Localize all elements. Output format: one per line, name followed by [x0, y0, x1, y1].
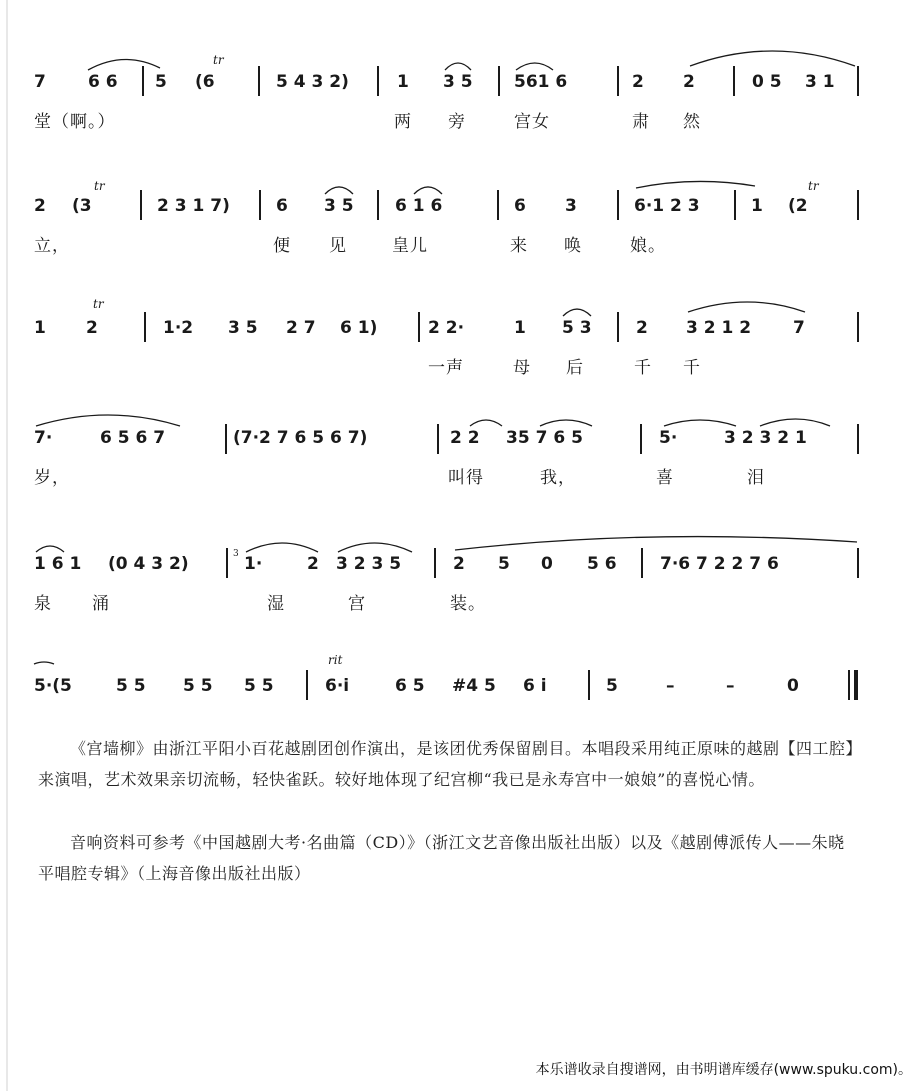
note-group: 6 1 6: [395, 196, 443, 216]
note-group: 35 7 6 5: [506, 428, 583, 448]
note-group: 5 5: [116, 676, 146, 696]
lyric-word: 千: [634, 358, 652, 378]
note-group: 1·: [244, 554, 263, 574]
note-group: 2: [86, 318, 98, 338]
bar-line: [617, 66, 619, 96]
lyric-word: 宫: [348, 594, 366, 614]
bar-line: [434, 548, 436, 578]
note-group: 6 1): [340, 318, 378, 338]
note-group: 3 2 1 2: [686, 318, 752, 338]
note-group: 0: [541, 554, 553, 574]
note-group: 7·6 7 2 2 7 6: [660, 554, 779, 574]
bar-line: [377, 190, 379, 220]
lyric-word: 泉: [34, 594, 52, 614]
note-group: 3 1: [805, 72, 835, 92]
note-group: 1: [751, 196, 763, 216]
bar-line: [437, 424, 439, 454]
bar-line: [617, 190, 619, 220]
note-group: 6 5: [395, 676, 425, 696]
lyric-line: [0, 358, 924, 388]
time-signature-mark: 3: [233, 549, 239, 559]
bar-line: [225, 424, 227, 454]
bar-line: [857, 66, 859, 96]
note-group: 3: [565, 196, 577, 216]
note-group: 6: [276, 196, 288, 216]
note-group: #4 5: [452, 676, 496, 696]
note-group: 5 5: [244, 676, 274, 696]
lyric-word: 我，: [540, 468, 576, 488]
notation-line: [0, 653, 924, 698]
note-group: 5 4 3 2): [276, 72, 349, 92]
bar-line: [588, 670, 590, 700]
notation-line: [0, 53, 924, 92]
lyric-word: 立，: [34, 236, 70, 256]
note-group: 1: [34, 318, 46, 338]
bar-line: [733, 66, 735, 96]
lyric-word: 岁，: [34, 468, 70, 488]
note-group: (7·2 7 6 5 6 7): [233, 428, 368, 448]
trill-mark: tr: [94, 179, 105, 193]
bar-line: [734, 190, 736, 220]
note-group: 3 5: [228, 318, 258, 338]
note-group: 2: [683, 72, 695, 92]
note-group: 3 2 3 2 1: [724, 428, 807, 448]
note-group: 6·1 2 3: [634, 196, 700, 216]
lyric-line: [0, 112, 924, 142]
note-group: 6 5 6 7: [100, 428, 166, 448]
note-group: 0: [787, 676, 799, 696]
note-group: 1·2: [163, 318, 194, 338]
lyric-word: 娘。: [630, 236, 666, 256]
note-group: 2 7: [286, 318, 316, 338]
trill-mark: tr: [213, 53, 224, 67]
lyric-word: 装。: [450, 594, 486, 614]
bar-line: [142, 66, 144, 96]
note-group: 6·i: [325, 676, 350, 696]
lyric-word: 后: [566, 358, 584, 378]
lyric-word: 堂（啊。）: [34, 112, 116, 132]
bar-line: [226, 548, 228, 578]
note-group: 3 5: [443, 72, 473, 92]
note-group: 7·: [34, 428, 53, 448]
note-group: (3: [72, 196, 92, 216]
reference-paragraph: 音响资料可参考《中国越剧大考·名曲篇（CD）》（浙江文艺音像出版社出版）以及《越剧傅派传人——朱晓平唱腔专辑》（上海音像出版社出版）: [38, 833, 845, 883]
bar-line: [640, 424, 642, 454]
note-group: 5·: [659, 428, 678, 448]
notation-line: [0, 546, 924, 576]
note-group: 3 2 3 5: [336, 554, 402, 574]
lyric-word: 涌: [92, 594, 110, 614]
lyric-word: 皇儿: [392, 236, 428, 256]
note-group: (2: [788, 196, 808, 216]
lyric-word: 宫女: [514, 112, 550, 132]
note-group: 2: [632, 72, 644, 92]
note-group: 6: [514, 196, 526, 216]
lyric-word: 一声: [428, 358, 464, 378]
bar-line: [258, 66, 260, 96]
lyric-word: 唤: [564, 236, 582, 256]
lyric-word: 见: [329, 236, 347, 256]
ritardando-mark: rit: [328, 653, 343, 667]
description-paragraph: 《宫墙柳》由浙江平阳小百花越剧团创作演出，是该团优秀保留剧目。本唱段采用纯正原味的越剧【四工腔】来演唱，艺术效果亲切流畅，轻快雀跃。较好地体现了纪宫柳“我已是永寿宫中一娘娘”的喜悦心情。: [38, 739, 855, 789]
lyric-line: [0, 468, 924, 498]
note-group: 1 6 1: [34, 554, 82, 574]
source-footer: 本乐谱收录自搜谱网，由书明谱库缓存(www.spuku.com)。: [535, 1062, 912, 1078]
lyric-word: 泪: [747, 468, 765, 488]
note-group: 5 5: [183, 676, 213, 696]
note-group: 5: [606, 676, 618, 696]
lyric-word: 母: [513, 358, 531, 378]
bar-line: [418, 312, 420, 342]
notation-line: [0, 424, 924, 454]
lyric-word: 叫得: [448, 468, 484, 488]
final-bar-line-thick: [854, 670, 858, 700]
bar-line: [857, 424, 859, 454]
note-group: 2 2·: [428, 318, 465, 338]
note-group: 1: [397, 72, 409, 92]
bar-line: [857, 312, 859, 342]
lyric-word: 两: [394, 112, 412, 132]
lyric-line: [0, 236, 924, 266]
lyric-word: 湿: [267, 594, 285, 614]
note-group: 5·(5: [34, 676, 72, 696]
note-group: –: [666, 676, 675, 696]
note-group: –: [726, 676, 735, 696]
notation-line: [0, 297, 924, 338]
trill-mark: tr: [93, 297, 104, 311]
lyric-word: 肃: [632, 112, 650, 132]
note-group: 2 2: [450, 428, 480, 448]
lyric-word: 旁: [448, 112, 466, 132]
note-group: (0 4 3 2): [108, 554, 189, 574]
note-group: 7: [34, 72, 46, 92]
lyric-word: 便: [273, 236, 291, 256]
note-group: (6: [195, 72, 215, 92]
trill-mark: tr: [808, 179, 819, 193]
bar-line: [497, 190, 499, 220]
final-bar-line-thin: [848, 670, 850, 700]
bar-line: [140, 190, 142, 220]
bar-line: [377, 66, 379, 96]
note-group: 5 3: [562, 318, 592, 338]
note-group: 6 6: [88, 72, 118, 92]
bar-line: [306, 670, 308, 700]
note-group: 5 6: [587, 554, 617, 574]
note-group: 561 6: [514, 72, 568, 92]
bar-line: [641, 548, 643, 578]
notation-line: [0, 179, 924, 216]
note-group: 2: [453, 554, 465, 574]
note-group: 2: [34, 196, 46, 216]
bar-line: [144, 312, 146, 342]
slur-marks: [0, 179, 924, 212]
bar-line: [617, 312, 619, 342]
note-group: 1: [514, 318, 526, 338]
note-group: 2: [307, 554, 319, 574]
note-group: 5: [498, 554, 510, 574]
lyric-word: 喜: [656, 468, 674, 488]
note-group: 2 3 1 7): [157, 196, 230, 216]
note-group: 5: [155, 72, 167, 92]
lyric-word: 千: [683, 358, 701, 378]
note-group: 3 5: [324, 196, 354, 216]
lyric-line: [0, 594, 924, 624]
note-group: 6 i: [523, 676, 547, 696]
bar-line: [498, 66, 500, 96]
bar-line: [857, 548, 859, 578]
note-group: 2: [636, 318, 648, 338]
bar-line: [259, 190, 261, 220]
lyric-word: 然: [683, 112, 701, 132]
note-group: 7: [793, 318, 805, 338]
lyric-word: 来: [510, 236, 528, 256]
note-group: 0 5: [752, 72, 782, 92]
bar-line: [857, 190, 859, 220]
